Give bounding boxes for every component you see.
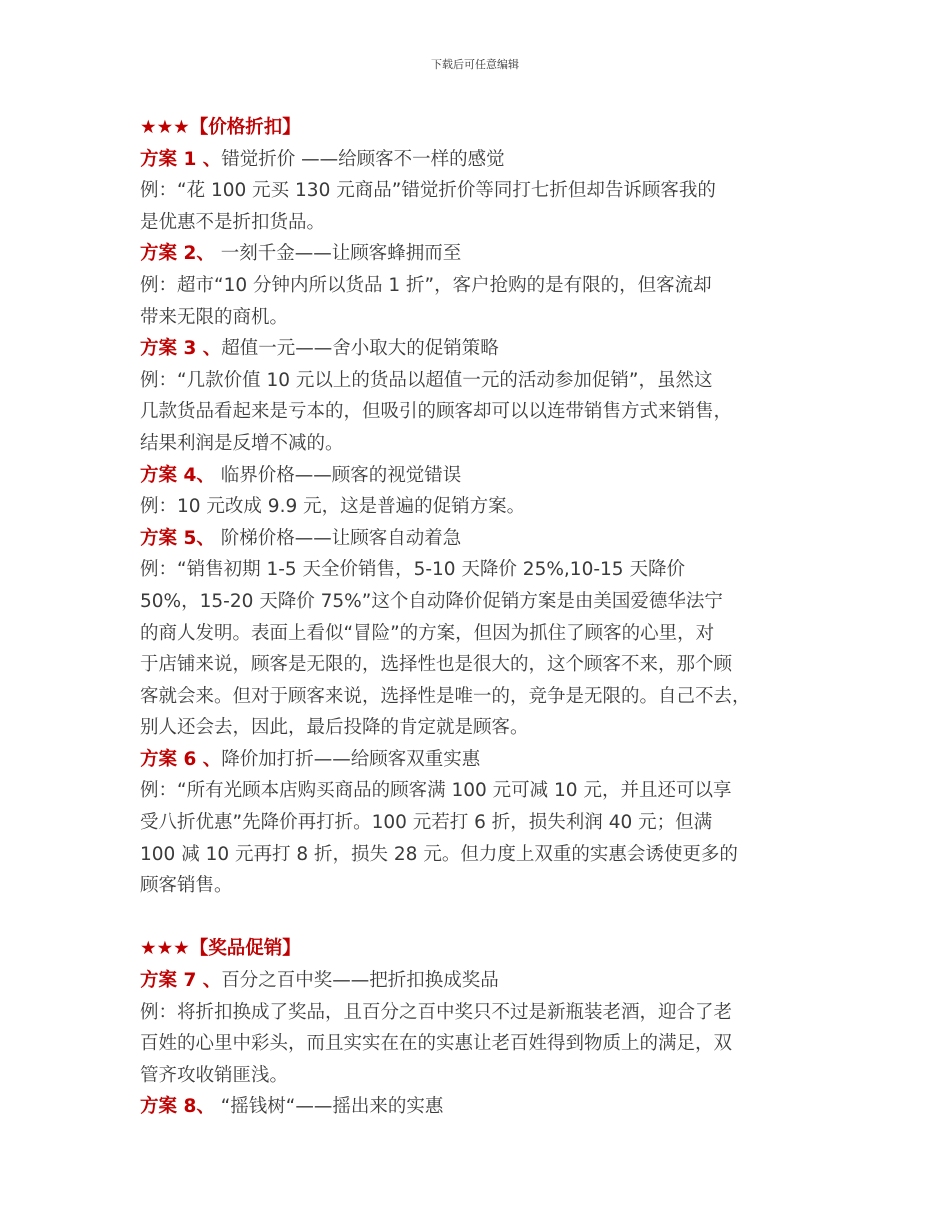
plan-text-line: 管齐攻收销匪浅。: [140, 1064, 289, 1086]
plan-label: 方案 4、: [140, 464, 215, 486]
plan-text-line: 例：“销售初期 1-5 天全价销售，5-10 天降价 25%,10-15 天降价: [140, 559, 685, 581]
plan-heading: [140, 965, 830, 997]
plan-text-line: 例：超市“10 分钟内所以货品 1 折”，客户抢购的是有限的，但客流却: [140, 274, 712, 296]
plan-text-line: 50%，15-20 天降价 75%”这个自动降价促销方案是由美国爱德华法宁: [140, 590, 723, 612]
section-title-prize-promotion: ★★★【奖品促销】: [140, 938, 301, 960]
plan-label: 方案 3 、: [140, 338, 222, 360]
plan-label: 方案 8、: [140, 1096, 215, 1118]
plan-text-line: 例：将折扣换成了奖品，且百分之百中奖只不过是新瓶装老酒，迎合了老: [140, 1001, 733, 1023]
section-spacer: [140, 902, 830, 934]
plan-title: “摇钱树“——摇出来的实惠: [214, 1096, 444, 1118]
plan-heading: [140, 1091, 830, 1123]
plan-heading: [140, 333, 830, 365]
plan-label: 方案 7 、: [140, 970, 222, 992]
plan-text-line: 百姓的心里中彩头，而且实实在在的实惠让老百姓得到物质上的满足，双: [140, 1033, 733, 1055]
plan-text-line: 别人还会去，因此，最后投降的肯定就是顾客。: [140, 717, 529, 739]
plan-title: 超值一元——舍小取大的促销策略: [221, 338, 499, 360]
plan-text-line: 例：“几款价值 10 元以上的货品以超值一元的活动参加促销”，虽然这: [140, 369, 713, 391]
plan-title: 临界价格——顾客的视觉错误: [214, 464, 462, 486]
plan-text-line: 例：“花 100 元买 130 元商品”错觉折价等同打七折但却告诉顾客我的: [140, 180, 716, 202]
plan-text-line: 例：10 元改成 9.9 元，这是普遍的促销方案。: [140, 496, 526, 518]
plan-heading: [140, 523, 830, 555]
plan-heading: [140, 744, 830, 776]
plan-text-line: 于店铺来说，顾客是无限的，选择性也是很大的，这个顾客不来，那个顾: [140, 654, 733, 676]
plan-text-line: 带来无限的商机。: [140, 306, 289, 328]
plan-heading: [140, 460, 830, 492]
page-header: 下载后可任意编辑: [431, 58, 519, 71]
plan-label: 方案 6 、: [140, 748, 222, 770]
plan-text-line: 受八折优惠”先降价再打折。100 元若打 6 折，损失利润 40 元；但满: [140, 812, 713, 834]
plan-label: 方案 2、: [140, 243, 215, 265]
plan-text-line: 是优惠不是折扣货品。: [140, 211, 326, 233]
section-title-price-discount: ★★★【价格折扣】: [140, 117, 301, 138]
plan-text-line: 100 减 10 元再打 8 折，损失 28 元。但力度上双重的实惠会诱使更多的: [140, 843, 738, 865]
plan-title: 错觉折价 ——给顾客不一样的感觉: [221, 148, 505, 170]
plan-text-line: 几款货品看起来是亏本的，但吸引的顾客却可以以连带销售方式来销售，: [140, 401, 733, 423]
plan-title: 降价加打折——给顾客双重实惠: [221, 748, 481, 770]
plan-text-line: 例：“所有光顾本店购买商品的顾客满 100 元可减 10 元，并且还可以享: [140, 780, 732, 802]
document-body: [140, 112, 830, 1123]
plan-title: 阶梯价格——让顾客自动着急: [214, 527, 462, 549]
plan-text-line: 结果利润是反增不减的。: [140, 432, 344, 454]
plan-title: 百分之百中奖——把折扣换成奖品: [221, 970, 499, 992]
plan-title: 一刻千金——让顾客蜂拥而至: [214, 243, 462, 265]
plan-text-line: 的商人发明。表面上看似“冒险”的方案，但因为抓住了顾客的心里，对: [140, 622, 715, 644]
plan-heading: [140, 238, 830, 270]
plan-text-line: 顾客销售。: [140, 875, 233, 897]
plan-heading: [140, 144, 830, 176]
plan-text-line: 客就会来。但对于顾客来说，选择性是唯一的，竞争是无限的。自己不去，: [140, 685, 751, 707]
plan-label: 方案 5、: [140, 527, 215, 549]
plan-label: 方案 1 、: [140, 148, 222, 170]
